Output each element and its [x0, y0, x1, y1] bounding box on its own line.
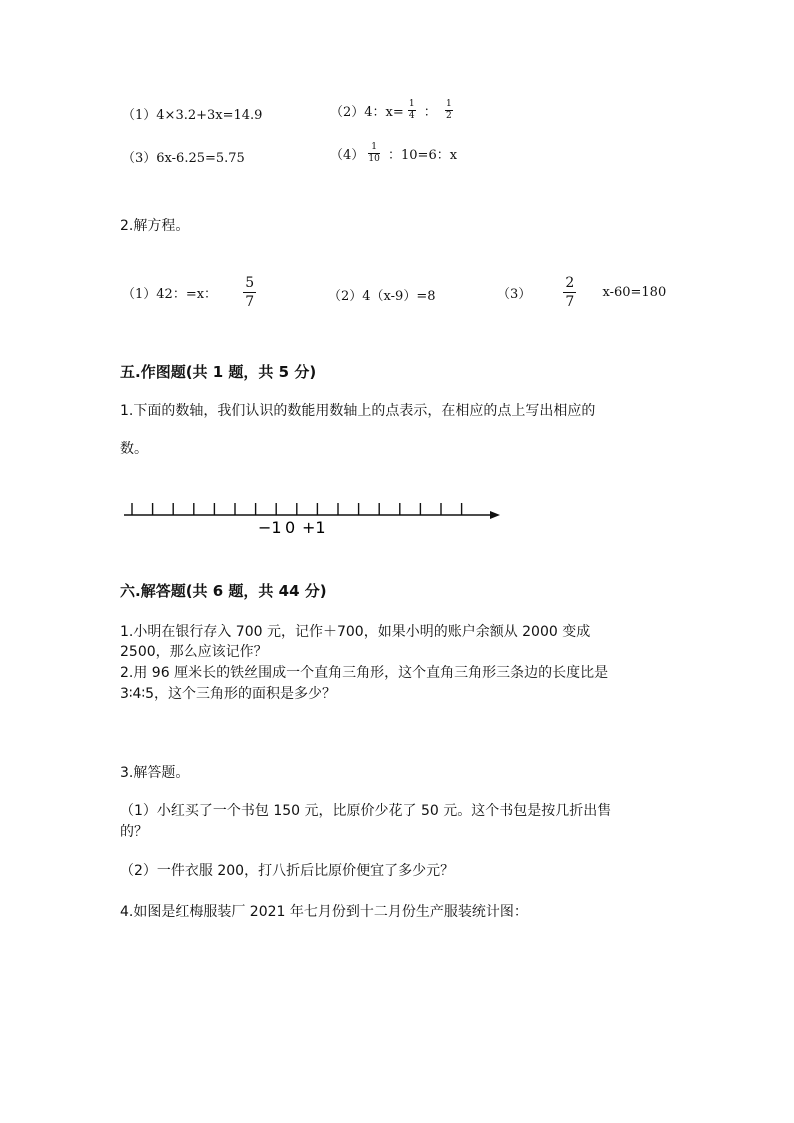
- question-text-line: 2500，那么应该记作？: [120, 644, 268, 660]
- equation-text: 4×3.2+3x=14.9: [156, 108, 263, 123]
- equation-text: 4（x-9）=8: [362, 289, 436, 304]
- question-text-line: 数。: [120, 441, 148, 457]
- axis-label-plus-one: +1: [302, 518, 326, 537]
- fraction-two-sevenths: $\frac{2}{7}$: [565, 275, 575, 310]
- equation-text: 6x-6.25=5.75: [156, 151, 245, 166]
- section-5-heading: 五.作图题(共 1 题，共 5 分): [120, 363, 317, 381]
- fraction-one-quarter: $\frac{1}{4}$: [408, 99, 415, 121]
- section-2-title: 2.解方程。: [120, 218, 190, 234]
- equation-prefix: 42：=x：: [156, 287, 218, 302]
- axis-label-zero: 0: [285, 518, 296, 537]
- number-line: [118, 495, 508, 540]
- fraction-five-sevenths: $\frac{5}{7}$: [245, 275, 255, 310]
- fraction-one-half: $\frac{1}{2}$: [445, 99, 452, 121]
- solve-equation-1: [122, 276, 256, 309]
- question-text-line: 1.下面的数轴，我们认识的数能用数轴上的点表示，在相应的点上写出相应的: [120, 403, 596, 419]
- equation-rest: x-60=180: [602, 285, 667, 300]
- equation-number: （3）: [497, 287, 532, 302]
- question-title: 3.解答题。: [120, 765, 190, 781]
- axis-label-minus-one: −1: [258, 518, 282, 537]
- equation-number: （2）: [330, 105, 365, 120]
- equation-number: （2）: [328, 289, 363, 304]
- equation-2: [330, 100, 453, 121]
- solve-equation-3: [497, 276, 666, 309]
- number-line-ticks: [132, 503, 462, 515]
- question-text-line: 的？: [120, 824, 148, 840]
- solve-equation-2: [328, 285, 435, 304]
- equation-number: （1）: [122, 108, 157, 123]
- question-text-line: 4.如图是红梅服装厂 2021 年七月份到十二月份生产服装统计图：: [120, 904, 528, 920]
- question-text-line: 2.用 96 厘米长的铁丝围成一个直角三角形，这个直角三角形三条边的长度比是: [120, 665, 609, 681]
- equation-3: [122, 147, 245, 166]
- question-text-line: （2）一件衣服 200，打八折后比原价便宜了多少元？: [120, 863, 455, 879]
- equation-number: （3）: [122, 151, 157, 166]
- equation-4: [330, 143, 457, 164]
- section-6-heading: 六.解答题(共 6 题，共 44 分): [120, 582, 327, 600]
- question-text-line: （1）小红买了一个书包 150 元，比原价少花了 50 元。这个书包是按几折出售: [120, 803, 612, 819]
- ratio-colon: ：: [423, 105, 437, 120]
- question-text-line: 1.小明在银行存入 700 元，记作＋700，如果小明的账户余额从 2000 变成: [120, 624, 591, 640]
- arrow-head-icon: [490, 511, 500, 519]
- equation-number: （4）: [330, 148, 365, 163]
- equation-prefix: 4：x=: [364, 105, 404, 120]
- fraction-one-tenth: $\frac{1}{10}$: [368, 142, 380, 164]
- equation-number: （1）: [122, 287, 157, 302]
- equation-1: [122, 104, 262, 123]
- question-text-line: 3∶4∶5，这个三角形的面积是多少？: [120, 686, 337, 702]
- equation-rest: ：10=6：x: [388, 148, 458, 163]
